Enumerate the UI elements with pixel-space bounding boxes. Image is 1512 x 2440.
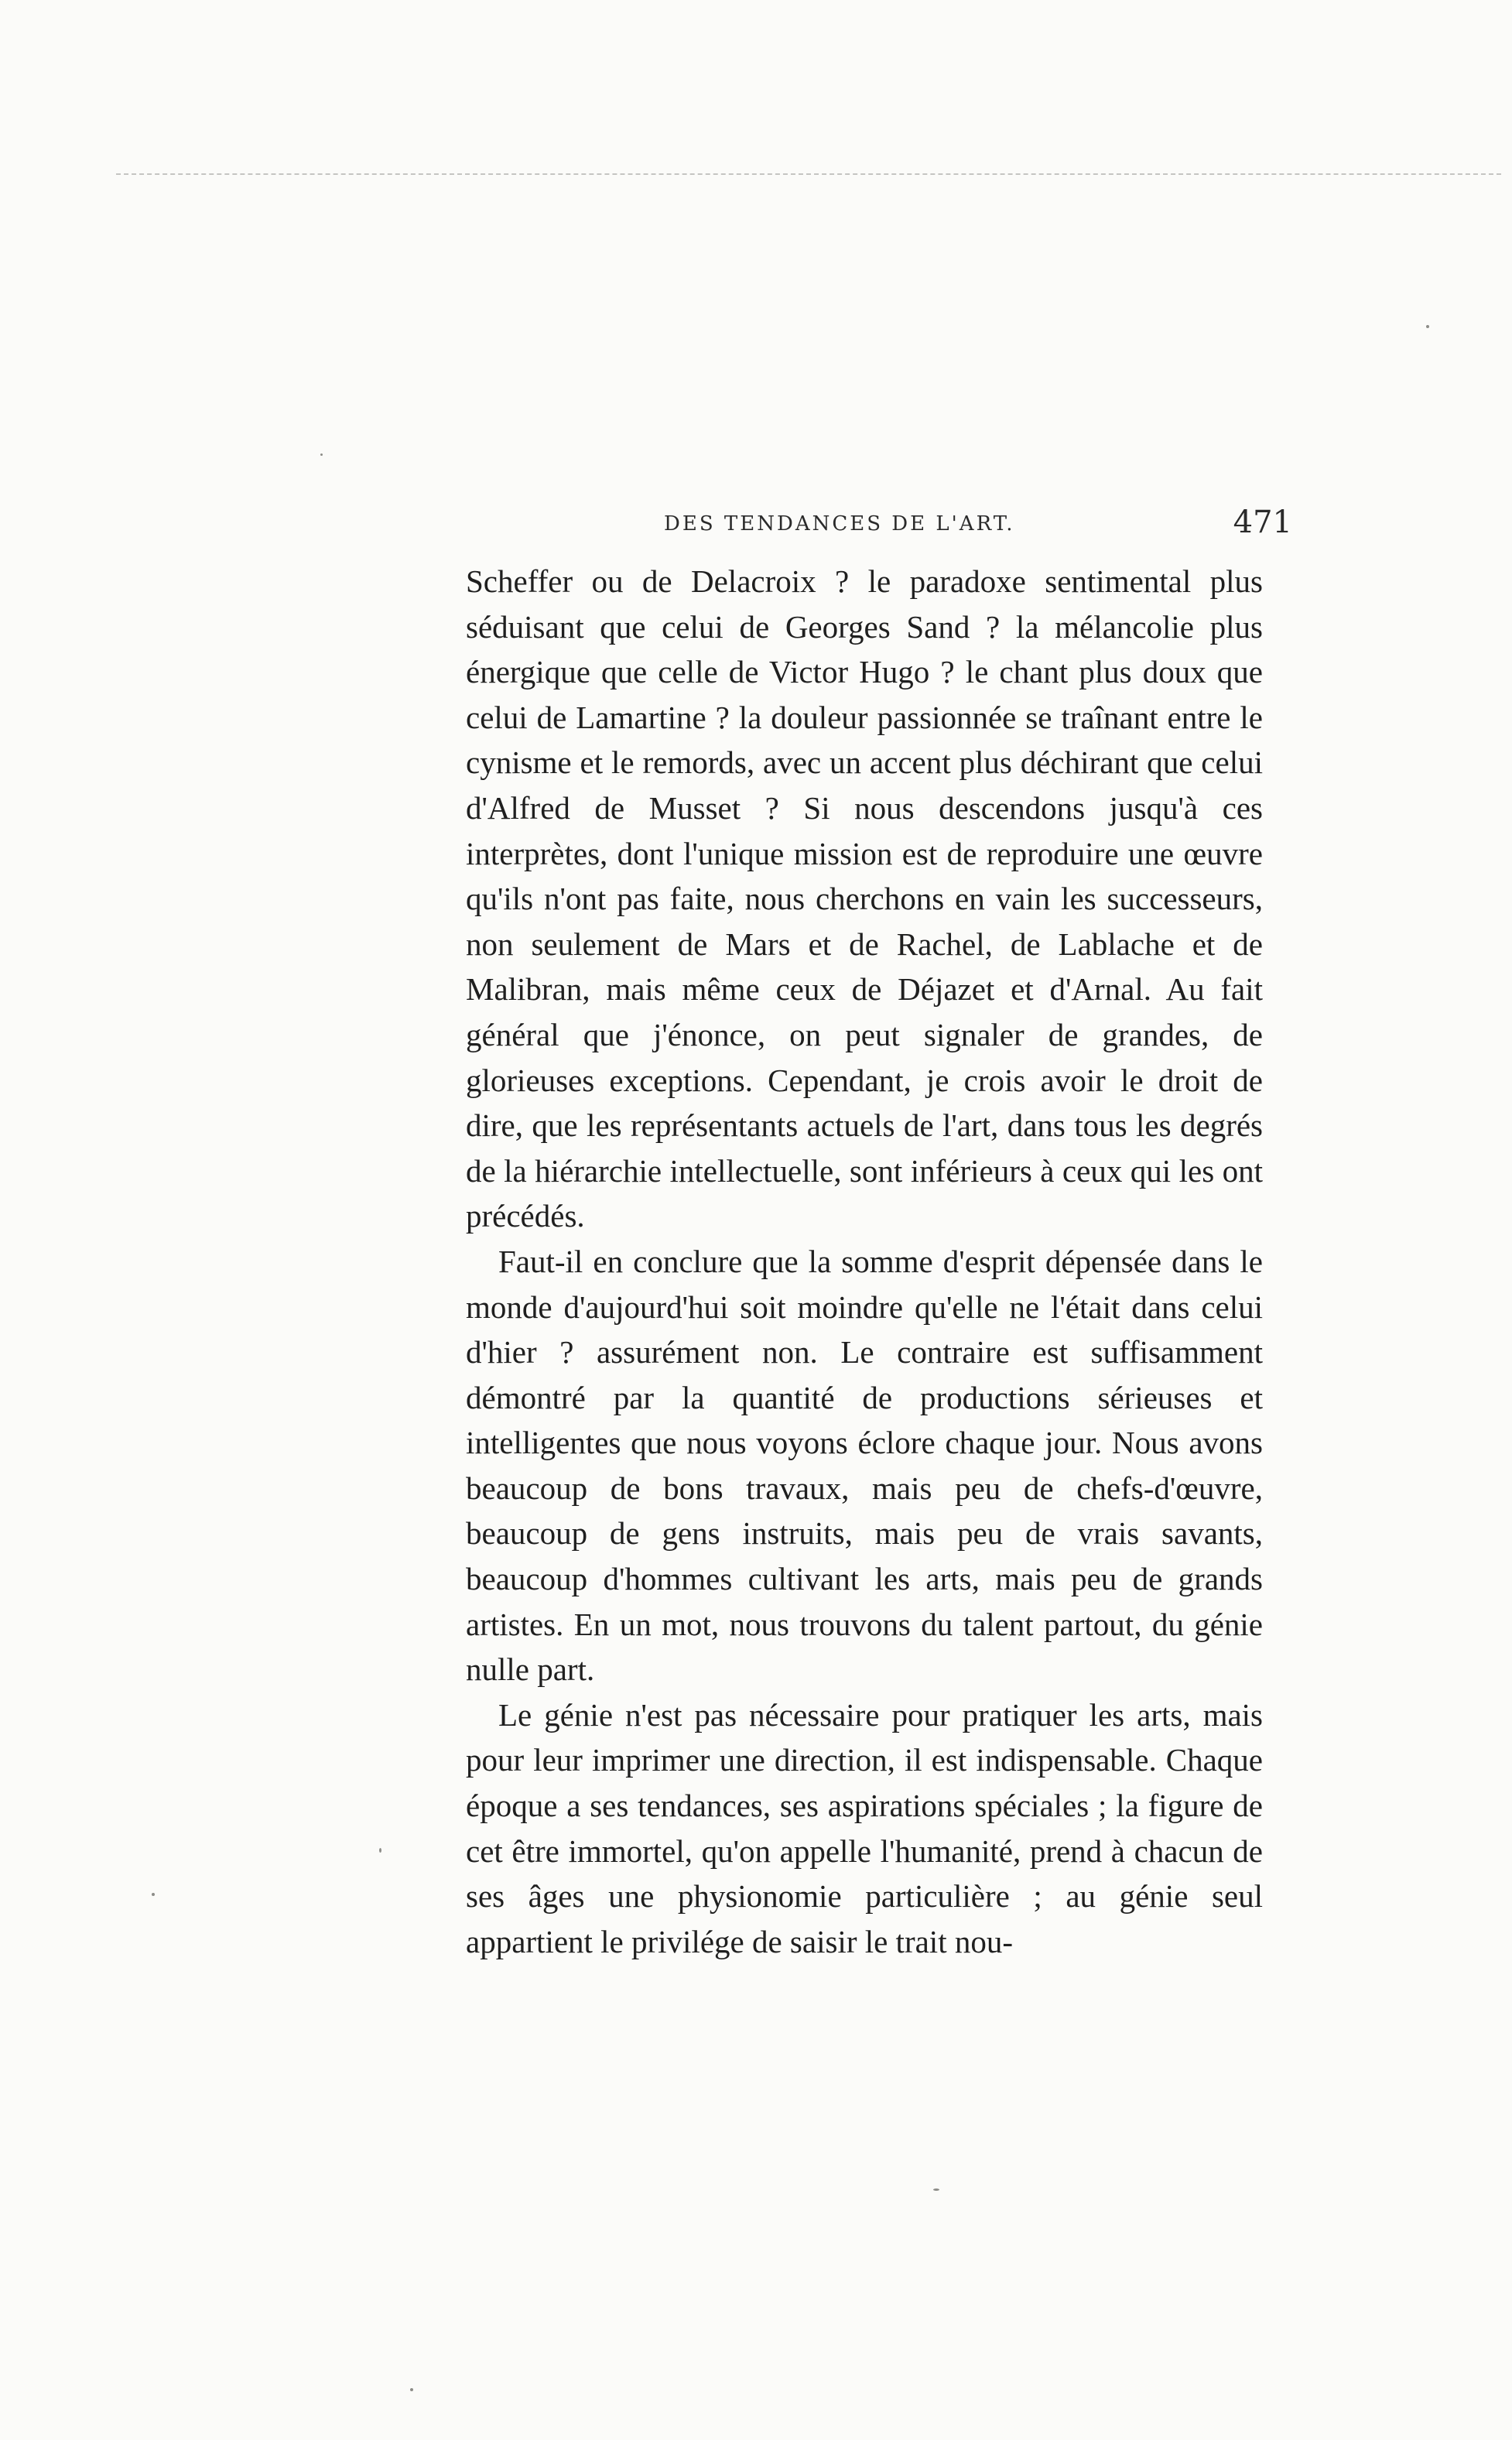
body-text xyxy=(466,559,1263,1964)
paragraph-1: Scheffer ou de Delacroix ? le paradoxe sentimental plus séduisant que celui de Georges Sand ? la mélancolie plus énergique que celle de Victor Hugo ? le chant plus doux que celui de Lamartine ? la douleur passionnée se traînant entre le cynisme et le remords, avec un accent plus déchirant que celui d'Alfred de Musset ? Si nous descendons jusqu'à ces interprètes, dont l'unique mission est de reproduire une œuvre qu'ils n'ont pas faite, nous cherchons en vain les successeurs, non seulement de Mars et de Rachel, de Lablache et de Malibran, mais même ceux de Déjazet et d'Arnal. Au fait général que j'énonce, on peut signaler de grandes, de glorieuses exceptions. Cependant, je crois avoir le droit de dire, que les représentants actuels de l'art, dans tous les degrés de la hiérarchie intellectuelle, sont inférieurs à ceux qui les ont précédés. xyxy=(466,563,1263,1234)
paper-speck xyxy=(152,1893,155,1896)
paper-speck xyxy=(933,2188,939,2191)
paragraph-2: Faut-il en conclure que la somme d'esprit dépensée dans le monde d'aujourd'hui soit moindre qu'elle ne l'était dans celui d'hier ? assurément non. Le contraire est suffisamment démontré par la quantité de productions sérieuses et intelligentes que nous voyons éclore chaque jour. Nous avons beaucoup de bons travaux, mais peu de chefs-d'œuvre, beaucoup de gens instruits, mais peu de vrais savants, beaucoup d'hommes cultivant les arts, mais peu de grands artistes. En un mot, nous trouvons du talent partout, du génie nulle part. xyxy=(466,1243,1263,1688)
paper-speck xyxy=(1426,325,1429,328)
paper-speck xyxy=(379,1848,381,1853)
paragraph-3: Le génie n'est pas nécessaire pour pratiquer les arts, mais pour leur imprimer une direction, il est indispensable. Chaque époque a ses tendances, ses aspirations spéciales ; la figure de cet être immortel, qu'on appelle l'humanité, prend à chacun de ses âges une physionomie particulière ; au génie seul appartient le privilége de saisir le trait nou- xyxy=(466,1696,1263,1959)
paper-speck xyxy=(320,453,323,456)
running-title: DES TENDANCES DE L'ART. xyxy=(664,512,1015,536)
page-number: 471 xyxy=(1233,505,1292,540)
scan-edge-rule xyxy=(116,173,1501,175)
running-header xyxy=(664,505,1292,548)
paper-speck xyxy=(410,2388,413,2391)
